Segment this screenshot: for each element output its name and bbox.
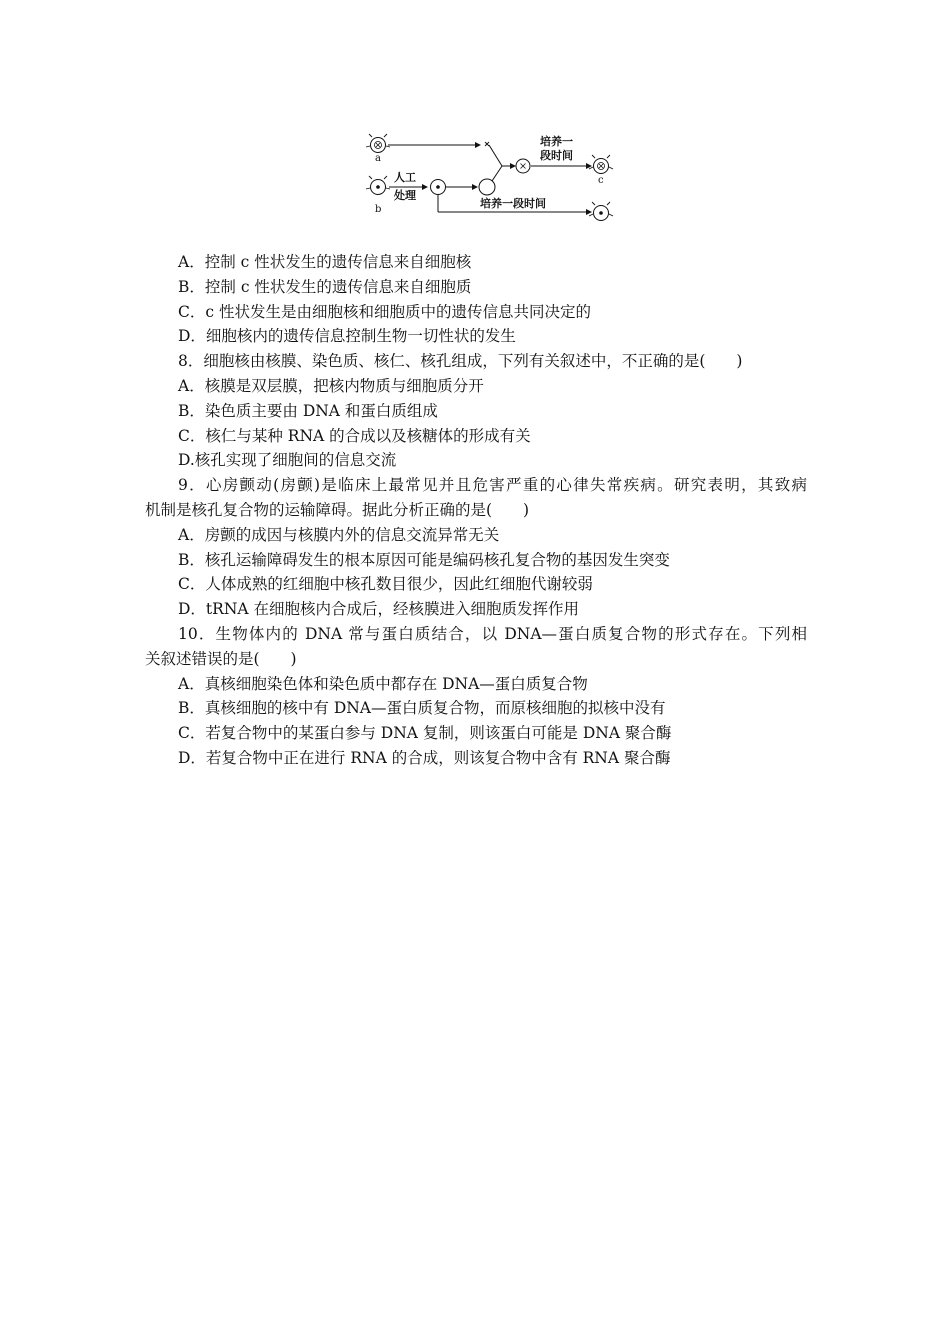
- q8-option-b: B．染色质主要由 DNA 和蛋白质组成: [178, 401, 438, 420]
- enucleated-cell: [479, 179, 495, 195]
- q7-option-c: C．c 性状发生是由细胞核和细胞质中的遗传信息共同决定的: [178, 302, 591, 321]
- q9-stem-line2: 机制是核孔复合物的运输障碍。据此分析正确的是( ): [145, 500, 530, 519]
- experiment-diagram: [360, 126, 625, 231]
- q9-option-b: B．核孔运输障碍发生的根本原因可能是编码核孔复合物的基因发生突变: [178, 550, 670, 569]
- label-c: c: [598, 175, 604, 186]
- q8-option-a: A．核膜是双层膜，把核内物质与细胞质分开: [178, 376, 484, 395]
- q9-option-d: D．tRNA 在细胞核内合成后，经核膜进入细胞质发挥作用: [178, 600, 580, 619]
- q10-option-c: C．若复合物中的某蛋白参与 DNA 复制，则该蛋白可能是 DNA 聚合酶: [178, 724, 672, 743]
- q7-option-a: A．控制 c 性状发生的遗传信息来自细胞核: [178, 253, 472, 271]
- q7-option-d: D．细胞核内的遗传信息控制生物一切性状的发生: [178, 327, 516, 346]
- q10-option-d: D．若复合物中正在进行 RNA 的合成，则该复合物中含有 RNA 聚合酶: [178, 748, 671, 767]
- label-culture-top-2: 段时间: [540, 149, 573, 162]
- q7-option-b: B．控制 c 性状发生的遗传信息来自细胞质: [178, 277, 472, 296]
- fused-cell: [516, 159, 530, 173]
- label-a: a: [375, 153, 381, 164]
- question-text: [145, 250, 807, 771]
- label-artificial-2: 处理: [394, 189, 416, 202]
- q10-stem-line1: 10．生物体内的 DNA 常与蛋白质结合，以 DNA—蛋白质复合物的形式存在。下列相: [178, 624, 807, 643]
- experiment-diagram-svg: [360, 126, 625, 231]
- cell-b: [366, 176, 390, 195]
- q9-stem-line1: 9．心房颤动(房颤)是临床上最常见并且危害严重的心律失常疾病。研究表明，其致病: [178, 476, 807, 495]
- q9-option-c: C．人体成熟的红细胞中核孔数目很少，因此红细胞代谢较弱: [178, 575, 593, 594]
- q9-option-a: A．房颤的成因与核膜内外的信息交流异常无关: [178, 525, 500, 544]
- isolated-nucleus: [431, 180, 446, 195]
- label-culture-bottom: 培养一段时间: [480, 197, 546, 210]
- label-culture-top-1: 培养一: [540, 135, 573, 148]
- q8-option-d: D.核孔实现了细胞间的信息交流: [178, 451, 397, 470]
- q10-option-b: B．真核细胞的核中有 DNA—蛋白质复合物，而原核细胞的拟核中没有: [178, 699, 666, 718]
- cell-c: [589, 155, 613, 174]
- cell-bottom-result: [589, 202, 613, 221]
- q10-option-a: A．真核细胞染色体和染色质中都存在 DNA—蛋白质复合物: [178, 674, 588, 693]
- label-b: b: [375, 204, 382, 215]
- q8-stem: 8．细胞核由核膜、染色质、核仁、核孔组成，下列有关叙述中，不正确的是( ): [178, 352, 743, 371]
- label-artificial-1: 人工: [394, 171, 416, 184]
- q8-option-c: C．核仁与某种 RNA 的合成以及核糖体的形成有关: [178, 426, 531, 445]
- q10-stem-line2: 关叙述错误的是( ): [145, 649, 297, 668]
- cell-a: [366, 134, 390, 153]
